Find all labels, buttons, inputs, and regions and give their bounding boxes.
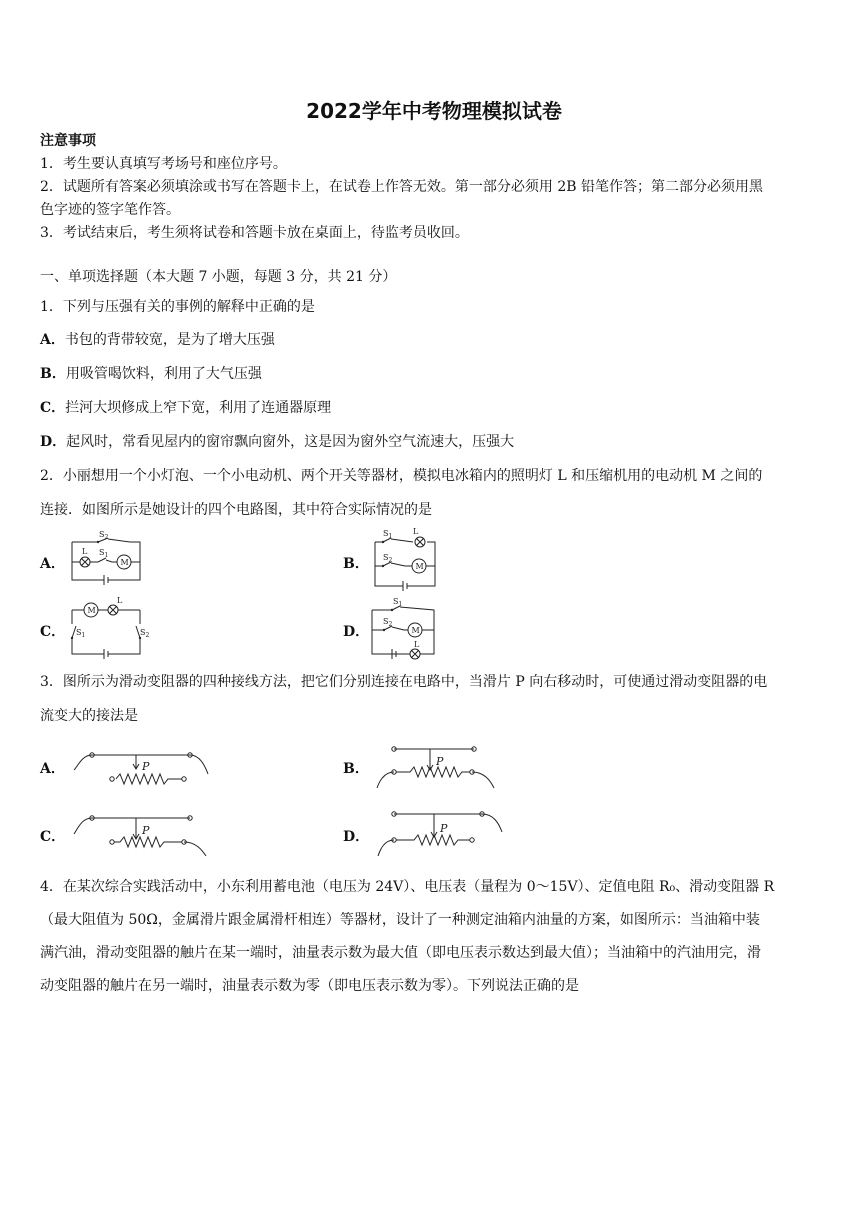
question-1-stem: 1．下列与压强有关的事例的解释中正确的是 <box>40 299 315 315</box>
question-2-stem: 2．小丽想用一个小灯泡、一个小电动机、两个开关等器材，模拟电冰箱内的照明灯 L 和压缩机用的电动机 M 之间的 <box>40 468 763 484</box>
option-label: C． <box>40 400 66 416</box>
switch-label: $S_2$ <box>99 530 109 541</box>
question-1-option-c <box>40 397 830 419</box>
slider-label: P <box>436 755 444 768</box>
switch-label: $S_1$ <box>76 628 86 639</box>
question-1-option-b <box>40 363 830 385</box>
option-text: 起风时，常看见屋内的窗帘飘向窗外，这是因为窗外空气流速大，压强大 <box>66 434 515 450</box>
slider-label: P <box>142 824 150 837</box>
question-1-option-d <box>40 431 830 453</box>
rheostat-diagram-b <box>374 742 514 790</box>
question-4-stem: 4．在某次综合实践活动中，小东利用蓄电池（电压为 24V）、电压表（量程为 0～15V）、定值电阻 R₀、滑动变阻器 R <box>40 879 775 895</box>
option-label: B． <box>40 366 66 382</box>
option-text: 拦河大坝修成上窄下宽，利用了连通器原理 <box>65 400 332 416</box>
lamp-label: L <box>82 547 88 556</box>
rheostat-diagram-c <box>72 808 212 858</box>
circuit-diagram-c <box>70 596 150 662</box>
slider-label: P <box>440 822 448 835</box>
motor-label: M <box>120 558 129 567</box>
notice-heading: 注意事项 <box>40 133 96 149</box>
option-label: A． <box>40 332 65 348</box>
option-text: 书包的背带较宽，是为了增大压强 <box>64 332 275 348</box>
circuit-diagram-d <box>370 598 436 662</box>
question-4-stem: 动变阻器的触片在另一端时，油量表示数为零（即电压表示数为零）。下列说法正确的是 <box>40 978 579 994</box>
question-1-option-a <box>40 329 830 351</box>
notice-item: 3．考试结束后，考生须将试卷和答题卡放在桌面上，待监考员收回。 <box>40 225 469 241</box>
notice-item: 2．试题所有答案必须填涂或书写在答题卡上，在试卷上作答无效。第一部分必须用 2B 铅笔作答；第二部分必须用黑 <box>40 179 763 195</box>
question-2-label-b: B． <box>343 556 369 572</box>
option-label: D． <box>40 434 67 450</box>
motor-label: M <box>415 562 424 571</box>
question-3-label-c: C． <box>40 829 66 845</box>
question-2-label-c: C． <box>40 624 66 640</box>
switch-label: $S_2$ <box>140 628 150 639</box>
switch-label: $S_2$ <box>383 553 393 564</box>
motor-label: M <box>411 626 420 635</box>
question-3-stem: 3．图所示为滑动变阻器的四种接线方法，把它们分别连接在电路中，当滑片 P 向右移动时，可使通过滑动变阻器的电 <box>40 674 768 690</box>
option-text: 用吸管喝饮料，利用了大气压强 <box>65 366 262 382</box>
lamp-label: L <box>414 640 420 649</box>
circuit-diagram-a <box>70 530 142 588</box>
question-2-label-d: D． <box>343 624 370 640</box>
notice-item: 1．考生要认真填写考场号和座位序号。 <box>40 156 287 172</box>
section-heading: 一、单项选择题（本大题 7 小题，每题 3 分，共 21 分） <box>40 269 397 285</box>
motor-label: M <box>87 606 96 615</box>
rheostat-diagram-a <box>72 744 212 790</box>
question-3-label-a: A． <box>40 761 65 777</box>
switch-label: $S_1$ <box>383 529 393 540</box>
question-3-label-b: B． <box>343 761 369 777</box>
switch-label: $S_1$ <box>99 548 109 559</box>
question-3-label-d: D． <box>343 829 370 845</box>
page-title: 2022学年中考物理模拟试卷 <box>306 99 562 123</box>
switch-label: $S_1$ <box>393 597 403 608</box>
switch-label: $S_2$ <box>383 617 393 628</box>
question-2-stem: 连接．如图所示是她设计的四个电路图，其中符合实际情况的是 <box>40 502 432 518</box>
question-4-stem: （最大阻值为 50Ω，金属滑片跟金属滑杆相连）等器材，设计了一种测定油箱内油量的方案，如图所示：当油箱中装 <box>40 912 760 928</box>
notice-item: 色字迹的签字笔作答。 <box>40 202 180 218</box>
lamp-label: L <box>413 527 419 536</box>
rheostat-diagram-d <box>374 806 514 858</box>
question-4-stem: 满汽油，滑动变阻器的触片在某一端时，油量表示数为最大值（即电压表示数达到最大值）；当油箱中的汽油用完，滑 <box>40 945 761 961</box>
question-2-label-a: A． <box>40 556 65 572</box>
lamp-label: L <box>117 596 123 605</box>
circuit-diagram-b <box>373 528 437 590</box>
slider-label: P <box>142 760 150 773</box>
question-3-stem: 流变大的接法是 <box>40 708 138 724</box>
